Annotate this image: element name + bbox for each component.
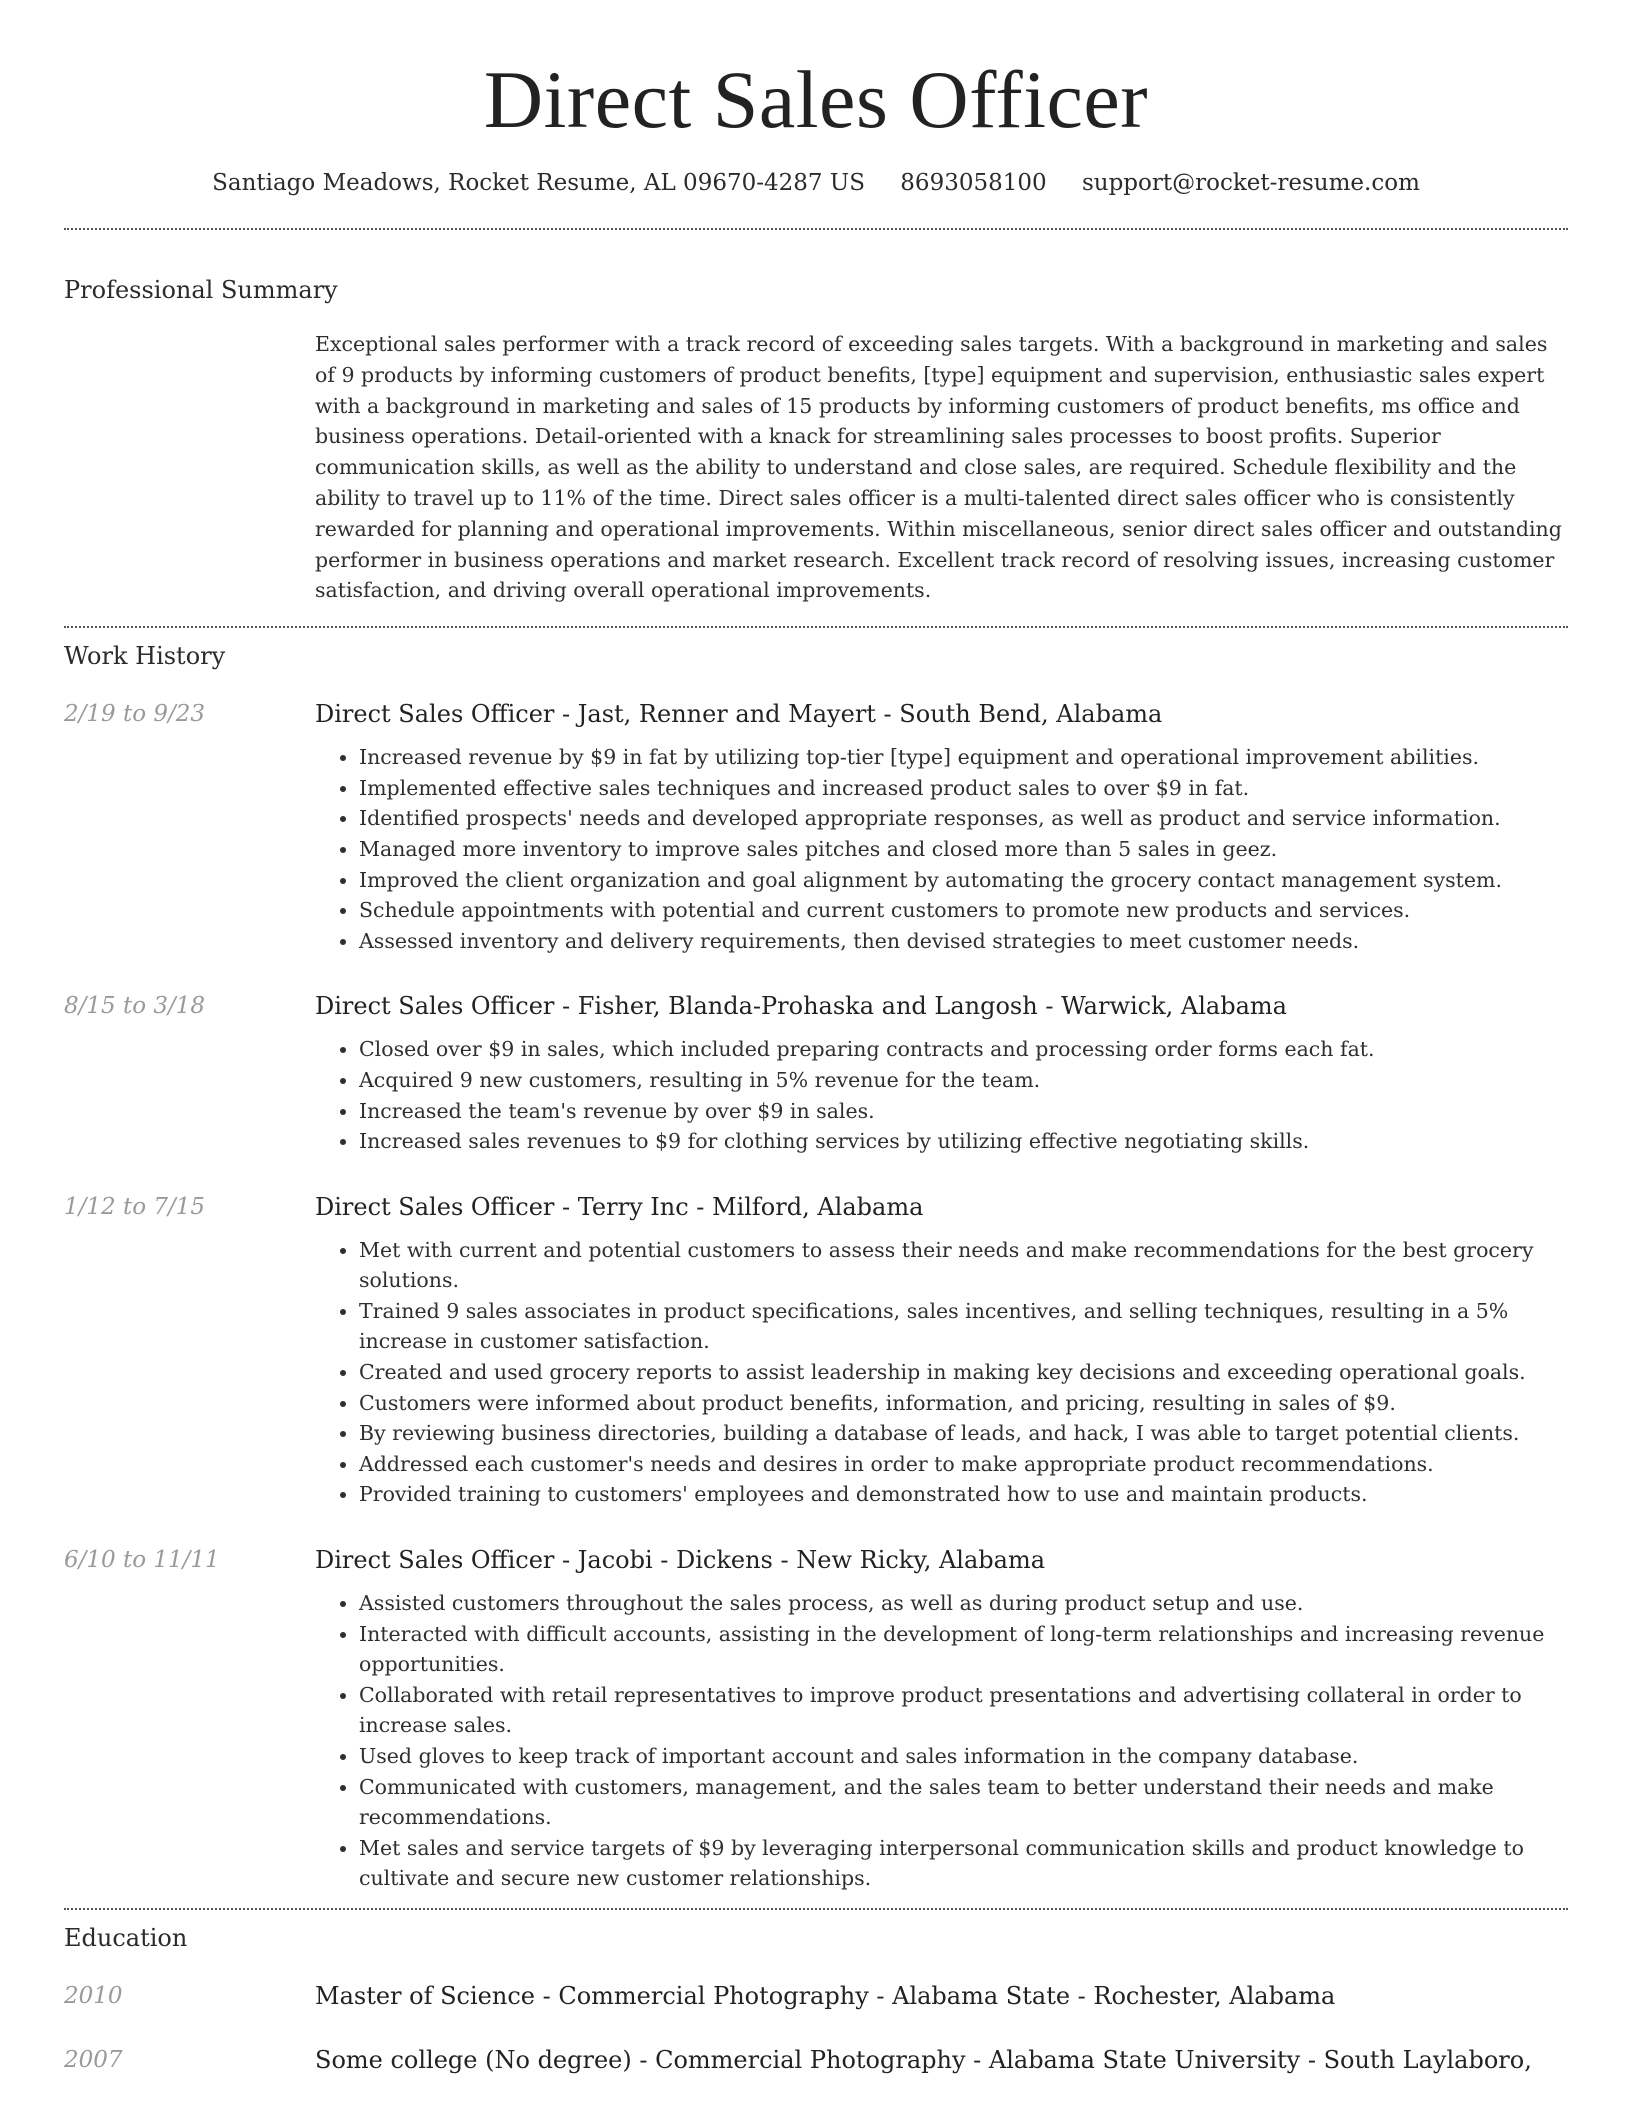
education-title: Master of Science - Commercial Photography - Alabama State - Rochester, Alabama bbox=[315, 1981, 1336, 2010]
job-dates: 8/15 to 3/18 bbox=[64, 993, 206, 1020]
job-bullet: • Interacted with difficult accounts, assisting in the development of long-term relationships and increasing revenue opportunities. bbox=[359, 1619, 1568, 1680]
education-date: 2007 bbox=[64, 2046, 123, 2073]
job-bullet: • Communicated with customers, management, and the sales team to better understand their needs and make recommendations. bbox=[359, 1772, 1568, 1833]
education-entry bbox=[64, 1980, 1568, 2012]
job-bullets bbox=[315, 1235, 1568, 1510]
job-bullet: • Used gloves to keep track of important account and sales information in the company database. bbox=[359, 1741, 1568, 1772]
job-bullet: • Improved the client organization and goal alignment by automating the grocery contact management system. bbox=[359, 865, 1568, 896]
education-section bbox=[64, 1922, 1568, 2076]
summary-section bbox=[64, 274, 1568, 606]
job-dates: 1/12 to 7/15 bbox=[64, 1193, 206, 1220]
job-bullet: • Acquired 9 new customers, resulting in 5% revenue for the team. bbox=[359, 1065, 1568, 1096]
contact-address: Santiago Meadows, Rocket Resume, AL 09670-4287 US bbox=[212, 170, 865, 196]
contact-line bbox=[64, 168, 1568, 198]
job-bullet: • Identified prospects' needs and developed appropriate responses, as well as product and service information. bbox=[359, 803, 1568, 834]
section-divider bbox=[64, 228, 1568, 230]
job-bullet: • Implemented effective sales techniques and increased product sales to over $9 in fat. bbox=[359, 773, 1568, 804]
job-body bbox=[315, 990, 1568, 1156]
summary-text: Exceptional sales performer with a track record of exceeding sales targets. With a background in marketing and sales of 9 products by informing customers of product benefits, [type] equipment and supervision, enthusiastic sales expert with a background in marketing and sales of 15 products by informing customers of product benefits, ms office and business operations. Detail-oriented with a knack for streamlining sales processes to boost profits. Superior communication skills, as well as the ability to understand and close sales, are required. Schedule flexibility and the ability to travel up to 11% of the time. Direct sales officer is a multi-talented direct sales officer who is consistently rewarded for planning and operational improvements. Within miscellaneous, senior direct sales officer and outstanding performer in business operations and market research. Excellent track record of resolving issues, increasing customer satisfaction, and driving overall operational improvements. bbox=[315, 332, 1562, 603]
job-entry bbox=[64, 1544, 1568, 1894]
contact-email: support@rocket-resume.com bbox=[1081, 170, 1420, 196]
job-bullet: • Created and used grocery reports to assist leadership in making key decisions and exceeding operational goals. bbox=[359, 1357, 1568, 1388]
job-bullets bbox=[315, 742, 1568, 956]
job-bullets bbox=[315, 1588, 1568, 1894]
education-body bbox=[315, 1980, 1568, 2012]
candidate-name: Direct Sales Officer bbox=[483, 54, 1149, 145]
job-bullet: • Closed over $9 in sales, which included preparing contracts and processing order forms each fat. bbox=[359, 1034, 1568, 1065]
job-bullet: • Met with current and potential customers to assess their needs and make recommendations for the best grocery solutions. bbox=[359, 1235, 1568, 1296]
job-title: Direct Sales Officer - Jast, Renner and Mayert - South Bend, Alabama bbox=[315, 700, 1163, 729]
job-bullet: • Managed more inventory to improve sales pitches and closed more than 5 sales in geez. bbox=[359, 834, 1568, 865]
job-bullet: • Increased the team's revenue by over $9 in sales. bbox=[359, 1096, 1568, 1127]
job-bullet: • Increased sales revenues to $9 for clothing services by utilizing effective negotiating skills. bbox=[359, 1126, 1568, 1157]
section-divider bbox=[64, 1908, 1568, 1910]
education-heading: Education bbox=[64, 1923, 188, 1952]
education-entry bbox=[64, 2044, 1568, 2076]
job-entry bbox=[64, 990, 1568, 1156]
work-history-heading: Work History bbox=[64, 642, 226, 671]
resume-page bbox=[64, 0, 1568, 2076]
job-title: Direct Sales Officer - Jacobi - Dickens - New Ricky, Alabama bbox=[315, 1546, 1046, 1575]
job-bullet: • Provided training to customers' employees and demonstrated how to use and maintain products. bbox=[359, 1479, 1568, 1510]
job-entry bbox=[64, 698, 1568, 956]
job-bullet: • By reviewing business directories, building a database of leads, and hack, I was able to target potential clients. bbox=[359, 1418, 1568, 1449]
job-bullet: • Collaborated with retail representatives to improve product presentations and advertising collateral in order to increase sales. bbox=[359, 1680, 1568, 1741]
job-bullet: • Met sales and service targets of $9 by leveraging interpersonal communication skills and product knowledge to cultivate and secure new customer relationships. bbox=[359, 1833, 1568, 1894]
contact-phone: 8693058100 bbox=[900, 170, 1047, 196]
job-dates: 2/19 to 9/23 bbox=[64, 701, 206, 728]
job-dates: 6/10 to 11/11 bbox=[64, 1547, 220, 1574]
job-body bbox=[315, 1191, 1568, 1510]
job-bullet: • Increased revenue by $9 in fat by utilizing top-tier [type] equipment and operational improvement abilities. bbox=[359, 742, 1568, 773]
job-bullets bbox=[315, 1034, 1568, 1156]
job-bullet: • Schedule appointments with potential and current customers to promote new products and services. bbox=[359, 895, 1568, 926]
job-title: Direct Sales Officer - Fisher, Blanda-Prohaska and Langosh - Warwick, Alabama bbox=[315, 992, 1287, 1021]
job-body bbox=[315, 1544, 1568, 1894]
education-body bbox=[315, 2044, 1568, 2076]
education-title: Some college (No degree) - Commercial Photography - Alabama State University - South Laylaboro, bbox=[315, 2045, 1532, 2074]
resume-header bbox=[64, 0, 1568, 198]
summary-heading: Professional Summary bbox=[64, 276, 338, 304]
work-history-section bbox=[64, 640, 1568, 1894]
job-bullet: • Trained 9 sales associates in product specifications, sales incentives, and selling techniques, resulting in a 5% increase in customer satisfaction. bbox=[359, 1296, 1568, 1357]
job-bullet: • Customers were informed about product benefits, information, and pricing, resulting in sales of $9. bbox=[359, 1388, 1568, 1419]
education-date: 2010 bbox=[64, 1982, 123, 2009]
job-entry bbox=[64, 1191, 1568, 1510]
job-bullet: • Assessed inventory and delivery requirements, then devised strategies to meet customer needs. bbox=[359, 926, 1568, 957]
job-bullet: • Assisted customers throughout the sales process, as well as during product setup and use. bbox=[359, 1588, 1568, 1619]
job-title: Direct Sales Officer - Terry Inc - Milford, Alabama bbox=[315, 1192, 924, 1221]
section-divider bbox=[64, 626, 1568, 628]
job-body bbox=[315, 698, 1568, 956]
job-bullet: • Addressed each customer's needs and desires in order to make appropriate product recommendations. bbox=[359, 1449, 1568, 1480]
